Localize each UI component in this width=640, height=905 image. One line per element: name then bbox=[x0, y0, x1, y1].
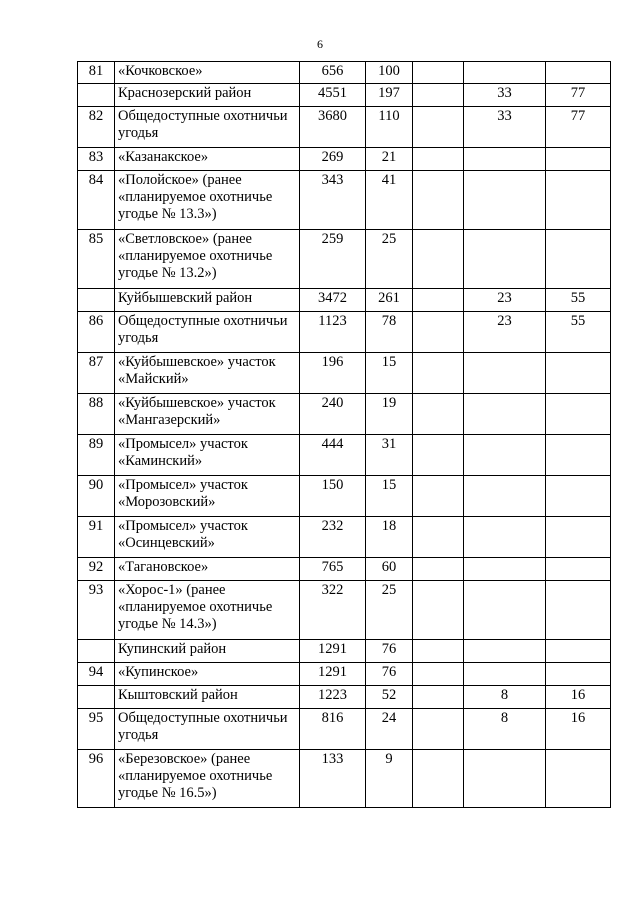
table-row bbox=[78, 686, 611, 709]
empty-cell bbox=[413, 435, 464, 476]
value-cell: 18 bbox=[366, 517, 413, 558]
name-line: Общедоступные охотничьи bbox=[118, 313, 288, 329]
value-cell: 78 bbox=[366, 312, 413, 353]
value-cell-3 bbox=[546, 435, 611, 476]
value-cell: 100 bbox=[366, 62, 413, 84]
row-number-cell bbox=[78, 640, 115, 663]
value-cell-3 bbox=[546, 353, 611, 394]
value-cell-2 bbox=[464, 171, 546, 230]
name-line: угодье № 13.3») bbox=[118, 206, 217, 222]
name-line: Общедоступные охотничьи bbox=[118, 710, 288, 726]
empty-cell bbox=[413, 581, 464, 640]
row-number-cell: 85 bbox=[78, 230, 115, 289]
table-row bbox=[78, 709, 611, 750]
empty-cell bbox=[413, 62, 464, 84]
value-cell-3 bbox=[546, 171, 611, 230]
name-line: «Промысел» участок bbox=[118, 518, 248, 534]
empty-cell bbox=[413, 709, 464, 750]
name-line: «Осинцевский» bbox=[118, 535, 215, 551]
table-row bbox=[78, 435, 611, 476]
value-cell: 41 bbox=[366, 171, 413, 230]
area-cell: 3680 bbox=[300, 107, 366, 148]
area-cell: 240 bbox=[300, 394, 366, 435]
name-line: Общедоступные охотничьи bbox=[118, 108, 288, 124]
value-cell: 197 bbox=[366, 84, 413, 107]
area-cell: 259 bbox=[300, 230, 366, 289]
value-cell-2 bbox=[464, 558, 546, 581]
table-row bbox=[78, 148, 611, 171]
area-cell: 1123 bbox=[300, 312, 366, 353]
value-cell-3 bbox=[546, 558, 611, 581]
value-cell-3: 77 bbox=[546, 84, 611, 107]
table-row bbox=[78, 640, 611, 663]
row-number-cell: 91 bbox=[78, 517, 115, 558]
name-cell bbox=[115, 84, 300, 107]
name-line: «Казанакское» bbox=[118, 149, 209, 165]
empty-cell bbox=[413, 476, 464, 517]
row-number-cell: 82 bbox=[78, 107, 115, 148]
name-line: угодье № 14.3») bbox=[118, 616, 217, 632]
value-cell-2: 33 bbox=[464, 84, 546, 107]
value-cell-3: 16 bbox=[546, 709, 611, 750]
value-cell-2: 23 bbox=[464, 289, 546, 312]
value-cell: 19 bbox=[366, 394, 413, 435]
name-cell bbox=[115, 435, 300, 476]
area-cell: 3472 bbox=[300, 289, 366, 312]
name-cell bbox=[115, 558, 300, 581]
name-line: «Кочковское» bbox=[118, 63, 203, 79]
area-cell: 150 bbox=[300, 476, 366, 517]
value-cell-2: 8 bbox=[464, 686, 546, 709]
name-line: «Майский» bbox=[118, 371, 189, 387]
table-row bbox=[78, 581, 611, 640]
row-number-cell: 92 bbox=[78, 558, 115, 581]
name-line: «Тагановское» bbox=[118, 559, 209, 575]
area-cell: 4551 bbox=[300, 84, 366, 107]
value-cell-3 bbox=[546, 750, 611, 808]
value-cell-3 bbox=[546, 663, 611, 686]
row-number-cell: 90 bbox=[78, 476, 115, 517]
table-row bbox=[78, 517, 611, 558]
row-number-cell: 81 bbox=[78, 62, 115, 84]
name-line: Краснозерский район bbox=[118, 85, 252, 101]
name-line: Куйбышевский район bbox=[118, 290, 253, 306]
name-line: угодья bbox=[118, 330, 159, 346]
name-line: «Полойское» (ранее bbox=[118, 172, 242, 188]
name-cell bbox=[115, 640, 300, 663]
table-row bbox=[78, 353, 611, 394]
value-cell-3 bbox=[546, 230, 611, 289]
empty-cell bbox=[413, 353, 464, 394]
area-cell: 765 bbox=[300, 558, 366, 581]
value-cell-3: 55 bbox=[546, 289, 611, 312]
value-cell: 31 bbox=[366, 435, 413, 476]
name-line: «Промысел» участок bbox=[118, 436, 248, 452]
area-cell: 133 bbox=[300, 750, 366, 808]
name-line: угодье № 16.5») bbox=[118, 785, 217, 801]
value-cell-3 bbox=[546, 581, 611, 640]
value-cell-2 bbox=[464, 581, 546, 640]
name-line: «Куйбышевское» участок bbox=[118, 395, 276, 411]
value-cell: 15 bbox=[366, 476, 413, 517]
value-cell-3 bbox=[546, 148, 611, 171]
table-row bbox=[78, 750, 611, 808]
name-line: «Купинское» bbox=[118, 664, 199, 680]
table-row bbox=[78, 84, 611, 107]
value-cell-2 bbox=[464, 62, 546, 84]
value-cell-2 bbox=[464, 663, 546, 686]
name-cell bbox=[115, 148, 300, 171]
name-line: «Хорос-1» (ранее bbox=[118, 582, 226, 598]
name-line: Кыштовский район bbox=[118, 687, 238, 703]
name-cell bbox=[115, 709, 300, 750]
table-row bbox=[78, 230, 611, 289]
value-cell: 25 bbox=[366, 581, 413, 640]
area-cell: 816 bbox=[300, 709, 366, 750]
value-cell: 9 bbox=[366, 750, 413, 808]
name-line: «Светловское» (ранее bbox=[118, 231, 252, 247]
area-cell: 444 bbox=[300, 435, 366, 476]
value-cell-2 bbox=[464, 353, 546, 394]
value-cell: 110 bbox=[366, 107, 413, 148]
value-cell-3 bbox=[546, 476, 611, 517]
name-cell bbox=[115, 171, 300, 230]
name-cell bbox=[115, 517, 300, 558]
name-line: «Морозовский» bbox=[118, 494, 216, 510]
value-cell-3 bbox=[546, 394, 611, 435]
name-cell bbox=[115, 289, 300, 312]
value-cell-2 bbox=[464, 517, 546, 558]
area-cell: 196 bbox=[300, 353, 366, 394]
area-cell: 1291 bbox=[300, 640, 366, 663]
row-number-cell: 88 bbox=[78, 394, 115, 435]
value-cell-2 bbox=[464, 640, 546, 663]
name-line: «Каминский» bbox=[118, 453, 203, 469]
name-cell bbox=[115, 62, 300, 84]
name-line: угодья bbox=[118, 125, 159, 141]
empty-cell bbox=[413, 230, 464, 289]
table-row bbox=[78, 476, 611, 517]
empty-cell bbox=[413, 686, 464, 709]
name-cell bbox=[115, 686, 300, 709]
name-line: Купинский район bbox=[118, 641, 227, 657]
table-row bbox=[78, 62, 611, 84]
row-number-cell: 96 bbox=[78, 750, 115, 808]
row-number-cell: 83 bbox=[78, 148, 115, 171]
value-cell-3 bbox=[546, 62, 611, 84]
area-cell: 343 bbox=[300, 171, 366, 230]
value-cell-2 bbox=[464, 476, 546, 517]
value-cell-3: 55 bbox=[546, 312, 611, 353]
empty-cell bbox=[413, 663, 464, 686]
row-number-cell: 87 bbox=[78, 353, 115, 394]
hunting-grounds-table bbox=[77, 61, 611, 808]
name-cell bbox=[115, 353, 300, 394]
row-number-cell bbox=[78, 686, 115, 709]
empty-cell bbox=[413, 171, 464, 230]
value-cell-2 bbox=[464, 230, 546, 289]
value-cell-2 bbox=[464, 435, 546, 476]
value-cell-3 bbox=[546, 517, 611, 558]
name-line: «Березовское» (ранее bbox=[118, 751, 251, 767]
empty-cell bbox=[413, 148, 464, 171]
name-cell bbox=[115, 394, 300, 435]
row-number-cell: 89 bbox=[78, 435, 115, 476]
row-number-cell: 86 bbox=[78, 312, 115, 353]
table-row bbox=[78, 558, 611, 581]
value-cell: 60 bbox=[366, 558, 413, 581]
name-cell bbox=[115, 663, 300, 686]
empty-cell bbox=[413, 517, 464, 558]
value-cell: 24 bbox=[366, 709, 413, 750]
row-number-cell bbox=[78, 289, 115, 312]
name-line: «Мангазерский» bbox=[118, 412, 221, 428]
row-number-cell: 84 bbox=[78, 171, 115, 230]
empty-cell bbox=[413, 107, 464, 148]
empty-cell bbox=[413, 312, 464, 353]
value-cell: 76 bbox=[366, 640, 413, 663]
value-cell-2: 23 bbox=[464, 312, 546, 353]
name-line: «планируемое охотничье bbox=[118, 768, 273, 784]
area-cell: 269 bbox=[300, 148, 366, 171]
value-cell: 261 bbox=[366, 289, 413, 312]
row-number-cell bbox=[78, 84, 115, 107]
name-cell bbox=[115, 312, 300, 353]
row-number-cell: 93 bbox=[78, 581, 115, 640]
value-cell-3: 77 bbox=[546, 107, 611, 148]
row-number-cell: 94 bbox=[78, 663, 115, 686]
value-cell-2 bbox=[464, 750, 546, 808]
name-line: «планируемое охотничье bbox=[118, 189, 273, 205]
table-row bbox=[78, 394, 611, 435]
value-cell-2: 8 bbox=[464, 709, 546, 750]
table-row bbox=[78, 107, 611, 148]
name-line: «Куйбышевское» участок bbox=[118, 354, 276, 370]
value-cell-2 bbox=[464, 394, 546, 435]
name-cell bbox=[115, 230, 300, 289]
name-cell bbox=[115, 581, 300, 640]
value-cell: 52 bbox=[366, 686, 413, 709]
empty-cell bbox=[413, 558, 464, 581]
area-cell: 232 bbox=[300, 517, 366, 558]
empty-cell bbox=[413, 640, 464, 663]
area-cell: 1223 bbox=[300, 686, 366, 709]
table-row bbox=[78, 663, 611, 686]
area-cell: 656 bbox=[300, 62, 366, 84]
value-cell-2 bbox=[464, 148, 546, 171]
empty-cell bbox=[413, 750, 464, 808]
value-cell: 25 bbox=[366, 230, 413, 289]
name-line: «планируемое охотничье bbox=[118, 599, 273, 615]
value-cell: 76 bbox=[366, 663, 413, 686]
table-row bbox=[78, 171, 611, 230]
area-cell: 1291 bbox=[300, 663, 366, 686]
table-row bbox=[78, 312, 611, 353]
name-cell bbox=[115, 476, 300, 517]
area-cell: 322 bbox=[300, 581, 366, 640]
value-cell-2: 33 bbox=[464, 107, 546, 148]
empty-cell bbox=[413, 394, 464, 435]
empty-cell bbox=[413, 289, 464, 312]
value-cell: 21 bbox=[366, 148, 413, 171]
page-number: 6 bbox=[317, 37, 323, 51]
name-line: «планируемое охотничье bbox=[118, 248, 273, 264]
name-line: угодья bbox=[118, 727, 159, 743]
value-cell: 15 bbox=[366, 353, 413, 394]
table-row bbox=[78, 289, 611, 312]
value-cell-3 bbox=[546, 640, 611, 663]
empty-cell bbox=[413, 84, 464, 107]
name-line: «Промысел» участок bbox=[118, 477, 248, 493]
value-cell-3: 16 bbox=[546, 686, 611, 709]
row-number-cell: 95 bbox=[78, 709, 115, 750]
name-line: угодье № 13.2») bbox=[118, 265, 217, 281]
name-cell bbox=[115, 107, 300, 148]
name-cell bbox=[115, 750, 300, 808]
